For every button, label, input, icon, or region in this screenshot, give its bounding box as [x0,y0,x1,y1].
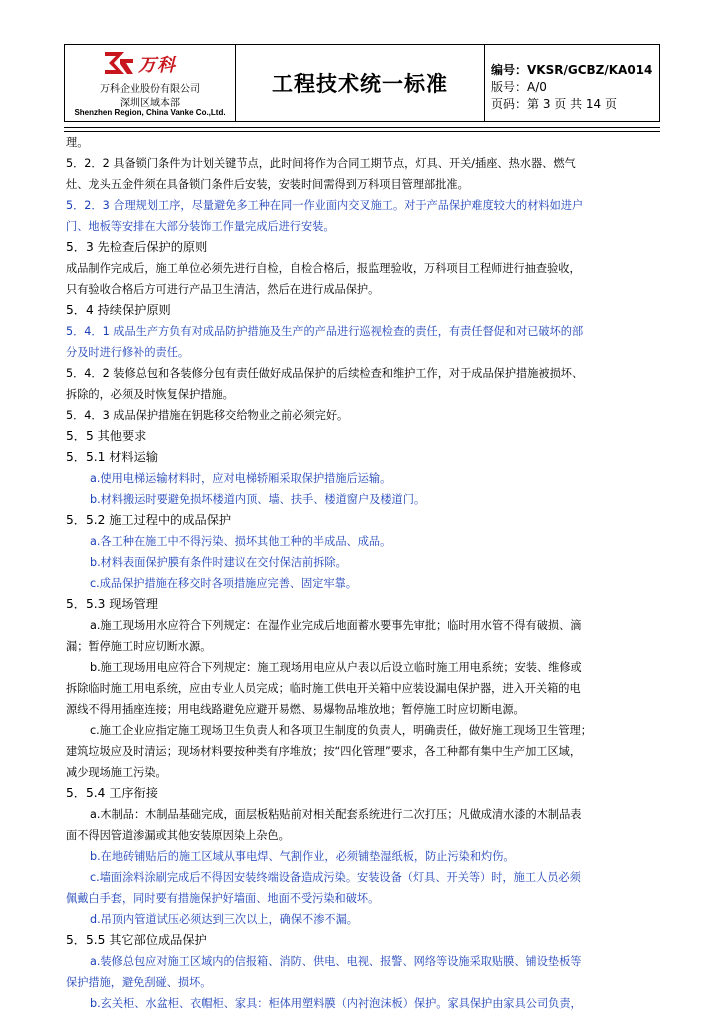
paragraph-line: 5．2．3 合理规划工序，尽量避免多工种在同一作业面内交叉施工。对于产品保护难度较大的材料如进户 [66,199,584,212]
list-item: a.木制品：木制品基础完成，面层板粘贴前对相关配套系统进行二次打压；凡做成清水漆的木制品表 [90,808,582,821]
document-title: 工程技术统一标准 [272,72,448,96]
subsection-heading: 5．5.4 工序衔接 [66,786,158,800]
list-item: c.成品保护措施在移交时各项措施应完善、固定牢靠。 [90,577,358,590]
logo-block [65,45,236,121]
meta-cell [485,45,659,121]
paragraph-line: 只有验收合格后方可进行产品卫生清洁，然后在进行成品保护。 [66,283,380,296]
header-divider-bottom [64,131,660,132]
version-number: 版号：A/0 [491,80,547,94]
vanke-logo-icon [104,51,134,75]
paragraph-line: 源线不得用插座连接；用电线路避免应避开易燃、易爆物品堆放地；暂停施工时应切断电源。 [66,703,525,716]
list-item: a.使用电梯运输材料时，应对电梯轿厢采取保护措施后运输。 [90,472,392,485]
paragraph-line: 漏；暂停施工时应切断水源。 [66,640,212,653]
list-item: a.施工现场用水应符合下列规定：在湿作业完成后地面蓄水要事先审批；临时用水管不得有破损、滴 [90,619,582,632]
section-heading: 5．4 持续保护原则 [66,303,171,317]
list-item: c.施工企业应指定施工现场卫生负责人和各项卫生制度的负责人，明确责任，做好施工现场卫生管理； [90,724,592,737]
paragraph-line: 门、地板等安排在大部分装饰工作量完成后进行安装。 [66,220,335,233]
list-item: b.材料搬运时要避免损坏楼道内顶、墙、扶手、楼道窗户及楼道门。 [90,493,426,506]
paragraph-line: 成品制作完成后，施工单位必须先进行自检，自检合格后，报监理验收，万科项目工程师进行抽查验收， [66,262,581,275]
title-cell [236,45,485,121]
paragraph-line: 分及时进行修补的责任。 [66,346,190,359]
list-item: b.施工现场用电应符合下列规定：施工现场用电应从户表以后设立临时施工用电系统；安装、维修或 [90,661,582,674]
logo-brand-name: 万科 [138,55,176,76]
list-item: a.各工种在施工中不得污染、损坏其他工种的半成品、成品。 [90,535,392,548]
paragraph-line: 减少现场施工污染。 [66,766,167,779]
subsection-heading: 5．5.3 现场管理 [66,597,158,611]
paragraph-line: 面不得因管道渗漏或其他安装原因染上杂色。 [66,829,290,842]
page-indicator: 页码：第 3 页 共 14 页 [491,97,617,111]
paragraph-line: 5．4．2 装修总包和各装修分包有责任做好成品保护的后续检查和维护工作，对于成品保护措施被损坏、 [66,367,584,380]
section-heading: 5．5 其他要求 [66,429,147,443]
paragraph-line: 灶、龙头五金件须在具备锁门条件后安装，安装时间需得到万科项目管理部批准。 [66,178,469,191]
document-number: 编号：VKSR/GCBZ/KA014 [491,63,653,77]
region-name: 深圳区域本部 [120,98,180,109]
subsection-heading: 5．5.1 材料运输 [66,450,158,464]
subsection-heading: 5．5.5 其它部位成品保护 [66,933,207,947]
list-item: b.玄关柜、水盆柜、衣帽柜、家具：柜体用塑料膜（内衬泡沫板）保护。家具保护由家具公司负责， [90,997,582,1010]
paragraph-line: 拆除临时施工用电系统，应由专业人员完成；临时施工供电开关箱中应装设漏电保护器，进入开关箱的电 [66,682,581,695]
list-item: c.墙面涂料涂刷完成后不得因安装终端设备造成污染。安装设备（灯具、开关等）时，施工人员必须 [90,871,581,884]
region-name-english: Shenzhen Region, China Vanke Co.,Ltd. [74,108,226,117]
paragraph-line: 5．4．1 成品生产方负有对成品防护措施及生产的产品进行巡视检查的责任，有责任督促和对已破坏的部 [66,325,584,338]
list-item: b.材料表面保护膜有条件时建议在交付保洁前拆除。 [90,556,347,569]
paragraph-line: 理。 [66,136,89,149]
list-item: b.在地砖铺贴后的施工区域从事电焊、气割作业，必须铺垫湿纸板，防止污染和灼伤。 [90,850,515,863]
paragraph-line: 5．2．2 具备锁门条件为计划关键节点，此时间将作为合同工期节点，灯具、开关/插座、热水器、燃气 [66,157,576,170]
paragraph-line: 保护措施，避免刮碰、损坏。 [66,976,212,989]
paragraph-line: 建筑垃圾应及时清运；现场材料要按种类有序堆放；按“四化管理”要求，各工种都有集中生产加工区域， [66,745,582,758]
paragraph-line: 5．4．3 成品保护措施在钥匙移交给物业之前必须完好。 [66,409,349,422]
section-heading: 5．3 先检查后保护的原则 [66,240,208,254]
company-name: 万科企业股份有限公司 [100,84,200,95]
list-item: a.装修总包应对施工区域内的信报箱、消防、供电、电视、报警、网络等设施采取贴膜、铺设垫板等 [90,955,582,968]
list-item: d.吊顶内管道试压必须达到三次以上，确保不渗不漏。 [90,913,358,926]
document-header [64,44,660,122]
subsection-heading: 5．5.2 施工过程中的成品保护 [66,513,232,527]
paragraph-line: 拆除的，必须及时恢复保护措施。 [66,388,234,401]
header-divider-top [64,127,660,128]
paragraph-line: 佩戴白手套，同时要有措施保护好墙面、地面不受污染和破坏。 [66,892,380,905]
